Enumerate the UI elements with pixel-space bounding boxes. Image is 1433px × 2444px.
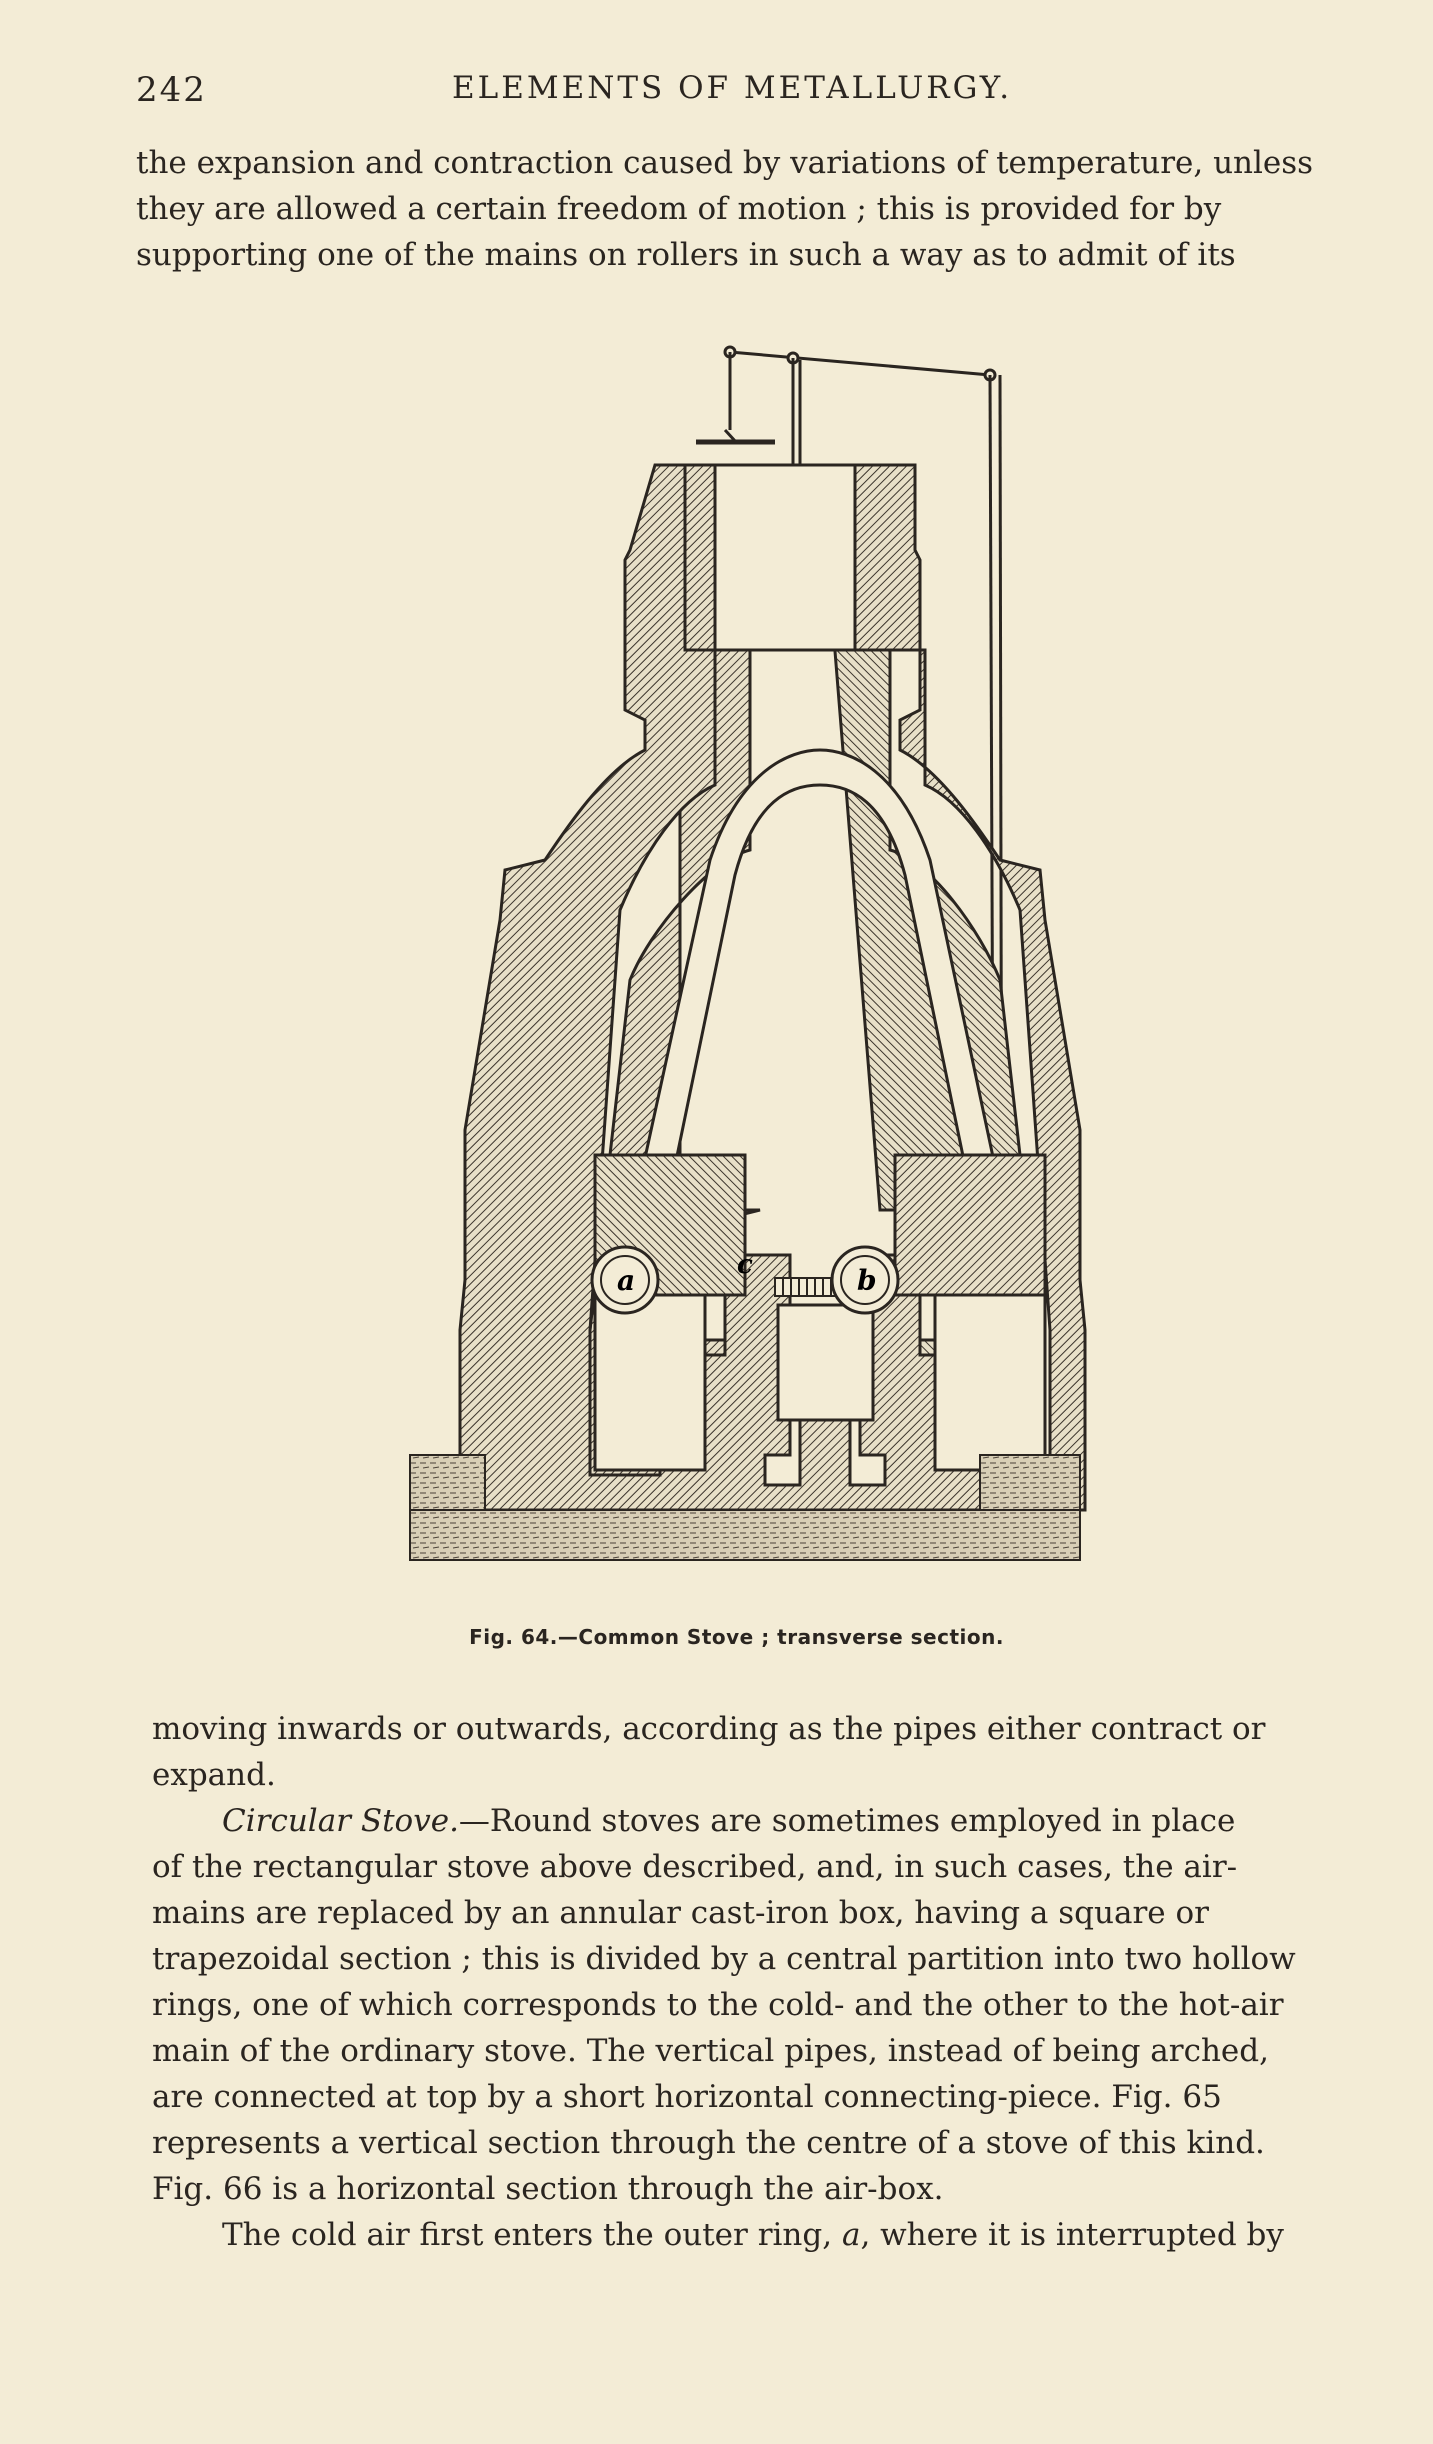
text-line: mains are replaced by an annular cast-iron box, having a square or xyxy=(152,1895,1209,1931)
text-line: Fig. 66 is a horizontal section through the air-box. xyxy=(152,2171,944,2207)
text-line: are connected at top by a short horizontal connecting-piece. Fig. 65 xyxy=(152,2079,1222,2115)
text-line: trapezoidal section ; this is divided by a central partition into two hollow xyxy=(152,1941,1296,1977)
flue-left xyxy=(595,1295,705,1470)
top-paragraph xyxy=(136,140,1351,278)
label-c: c xyxy=(737,1250,753,1280)
ground-base xyxy=(410,1510,1080,1560)
stove-section-figure xyxy=(380,330,1120,1650)
label-b: b xyxy=(857,1264,877,1297)
flue-right xyxy=(935,1295,1045,1470)
label-a: a xyxy=(617,1264,636,1297)
text-line: represents a vertical section through the centre of a stove of this kind. xyxy=(152,2125,1265,2161)
page-header xyxy=(136,70,1356,120)
central-chamber xyxy=(778,1305,873,1420)
chimney-opening xyxy=(715,465,855,650)
text-line: of the rectangular stove above described, and, in such cases, the air- xyxy=(152,1849,1238,1885)
page-number: 242 xyxy=(136,70,207,110)
base-block-right xyxy=(895,1155,1045,1295)
section-heading: Circular Stove. xyxy=(222,1803,459,1839)
figure-caption: Fig. 64.—Common Stove ; transverse section. xyxy=(469,1625,1004,1649)
running-title: ELEMENTS OF METALLURGY. xyxy=(452,70,1013,106)
text-line: rings, one of which corresponds to the cold- and the other to the hot-air xyxy=(152,1987,1284,2023)
text-line: supporting one of the mains on rollers in such a way as to admit of its xyxy=(136,237,1236,273)
text-line: moving inwards or outwards, according as the pipes either contract or xyxy=(152,1711,1266,1747)
text-line: the expansion and contraction caused by variations of temperature, unless xyxy=(136,145,1314,181)
section-heading-line: Circular Stove.—Round stoves are sometimes employed in place xyxy=(222,1803,1236,1839)
body-text xyxy=(152,1706,1367,2258)
text-line: they are allowed a certain freedom of motion ; this is provided for by xyxy=(136,191,1222,227)
text-line: The cold air first enters the outer ring, a, where it is interrupted by xyxy=(222,2217,1284,2253)
text-line: main of the ordinary stove. The vertical pipes, instead of being arched, xyxy=(152,2033,1269,2069)
text-line: expand. xyxy=(152,1757,276,1793)
